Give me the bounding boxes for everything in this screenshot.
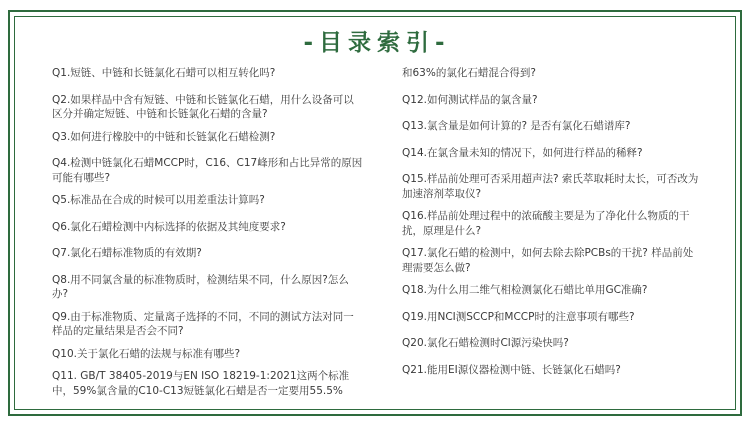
list-item: Q17.氯化石蜡的检测中，如何去除去除PCBs的干扰? 样品前处理需要怎么做? (402, 247, 694, 274)
list-item: 和63%的氯化石蜡混合得到? (402, 67, 536, 79)
list-item: Q12.如何测试样品的氯含量? (402, 93, 538, 106)
list-item: Q18.为什么用二维气相检测氯化石蜡比单用GC准确? (402, 284, 648, 296)
list-item: Q16.样品前处理过程中的浓硫酸主要是为了净化什么物质的干扰，原理是什么? (402, 210, 690, 237)
right-question-list (402, 66, 702, 377)
list-item: Q19.用NCI测SCCP和MCCP时的注意事项有哪些? (402, 310, 635, 323)
list-item: Q9.由于标准物质、定量离子选择的不同，不同的测试方法对同一样品的定量结果是否会不同? (52, 310, 354, 337)
list-item: Q11. GB/T 38405-2019与EN ISO 18219-1:2021这两个标准中，59%氯含量的C10-C13短链氯化石蜡是否一定要用55.5% (52, 370, 350, 397)
list-item: Q13.氯含量是如何计算的? 是否有氯化石蜡谱库? (402, 120, 631, 132)
list-item: Q10.关于氯化石蜡的法规与标准有哪些? (52, 347, 241, 360)
left-question-list (52, 66, 364, 398)
list-item: Q3.如何进行橡胶中的中链和长链氯化石蜡检测? (52, 130, 276, 143)
page-title: -目录索引- (303, 30, 451, 56)
list-item: Q20.氯化石蜡检测时Cl源污染快吗? (402, 337, 569, 349)
list-item: Q8.用不同氯含量的标准物质时，检测结果不同，什么原因?怎么办? (52, 273, 349, 300)
list-item: Q5.标准品在合成的时候可以用差重法计算吗? (52, 194, 265, 206)
list-item: Q21.能用EI源仪器检测中链、长链氯化石蜡吗? (402, 363, 621, 376)
list-item: Q14.在氯含量未知的情况下，如何进行样品的稀释? (402, 146, 643, 159)
list-item: Q6.氯化石蜡检测中内标选择的依据及其纯度要求? (52, 220, 286, 233)
list-item: Q1.短链、中链和长链氯化石蜡可以相互转化吗? (52, 67, 276, 79)
list-item: Q15.样品前处理可否采用超声法? 索氏萃取耗时太长，可否改为加速溶剂萃取仪? (402, 173, 699, 200)
list-item: Q2.如果样品中含有短链、中链和长链氯化石蜡，用什么设备可以区分并确定短链、中链和长链氯化石蜡的含量? (52, 93, 354, 120)
list-item: Q4.检测中链氯化石蜡MCCP时，C16、C17峰形和占比异常的原因可能有哪些? (52, 157, 363, 184)
list-item: Q7.氯化石蜡标准物质的有效期? (52, 247, 202, 259)
